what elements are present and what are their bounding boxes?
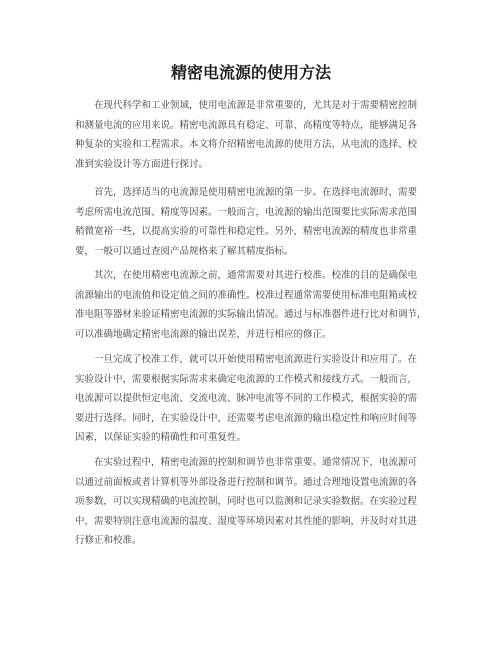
paragraph-1 (75, 96, 430, 174)
paragraph-line: 和测量电流的应用来说。精密电流源具有稳定、可靠、高精度等特点，能够满足各 (75, 119, 418, 131)
paragraph-line: 电流源可以提供恒定电流、交流电流、脉冲电流等不同的工作模式，根据实验的需 (75, 393, 418, 405)
paragraph-line: 因素，以保证实验的精确性和可重复性。 (75, 432, 247, 444)
paragraph-line: 中，需要特别注意电流源的温度、湿度等环境因素对其性能的影响，并及时对其进 (75, 515, 418, 527)
paragraph-line: 实验设计中，需要根据实际需求来确定电流源的工作模式和接线方式。一般而言， (75, 373, 418, 385)
paragraph-line: 准电阻等器材来验证精密电流源的实际输出情况。通过与标准器件进行比对和调节， (75, 309, 427, 321)
paragraph-2 (75, 183, 430, 261)
document-title: 精密电流源的使用方法 (170, 63, 331, 82)
paragraph-line: 在现代科学和工业领域，使用电流源是非常重要的，尤其是对于需要精密控制 (94, 100, 418, 111)
paragraph-4 (75, 350, 430, 448)
paragraph-line: 准到实验设计等方面进行探讨。 (75, 158, 209, 170)
paragraph-line: 项参数，可以实现精确的电流控制，同时也可以监测和记录实验数据。在实验过程 (75, 496, 418, 508)
paragraph-5 (75, 453, 430, 551)
paragraph-line: 要，一般可以通过查阅产品规格来了解其精度指标。 (75, 245, 294, 257)
paragraph-line: 一旦完成了校准工作，就可以开始使用精密电流源进行实验设计和应用了。在 (94, 354, 418, 365)
paragraph-line: 首先，选择适当的电流源是使用精密电流源的第一步。在选择电流源时，需要 (94, 187, 418, 198)
paragraph-line: 稍微宽裕一些，以提高实验的可靠性和稳定性。另外，精密电流源的精度也非常重 (75, 226, 418, 238)
paragraph-line: 要进行选择。同时，在实验设计中，还需要考虑电流源的输出稳定性和响应时间等 (75, 412, 418, 424)
paragraph-line: 以通过前面板或者计算机等外部设备进行控制和调节。通过合理地设置电流源的各 (75, 476, 418, 488)
paragraph-line: 种复杂的实验和工程需求。本文将介绍精密电流源的使用方法，从电流的选择、校 (75, 139, 418, 151)
paragraph-line: 流源输出的电流值和设定值之间的准确性。校准过程通常需要使用标准电阻箱或校 (75, 289, 418, 301)
paragraph-line: 考虑所需电流范围、精度等因素。一般而言，电流源的输出范围要比实际需求范围 (75, 206, 418, 218)
paragraph-line: 行修正和校准。 (75, 535, 142, 547)
paragraph-line: 其次，在使用精密电流源之前，通常需要对其进行校准。校准的目的是确保电 (94, 270, 418, 281)
paragraph-line: 在实验过程中，精密电流源的控制和调节也非常重要。通常情况下，电流源可 (94, 457, 418, 468)
paragraph-line: 可以准确地确定精密电流源的输出误差，并进行相应的修正。 (75, 328, 332, 340)
paragraph-3 (75, 266, 430, 344)
